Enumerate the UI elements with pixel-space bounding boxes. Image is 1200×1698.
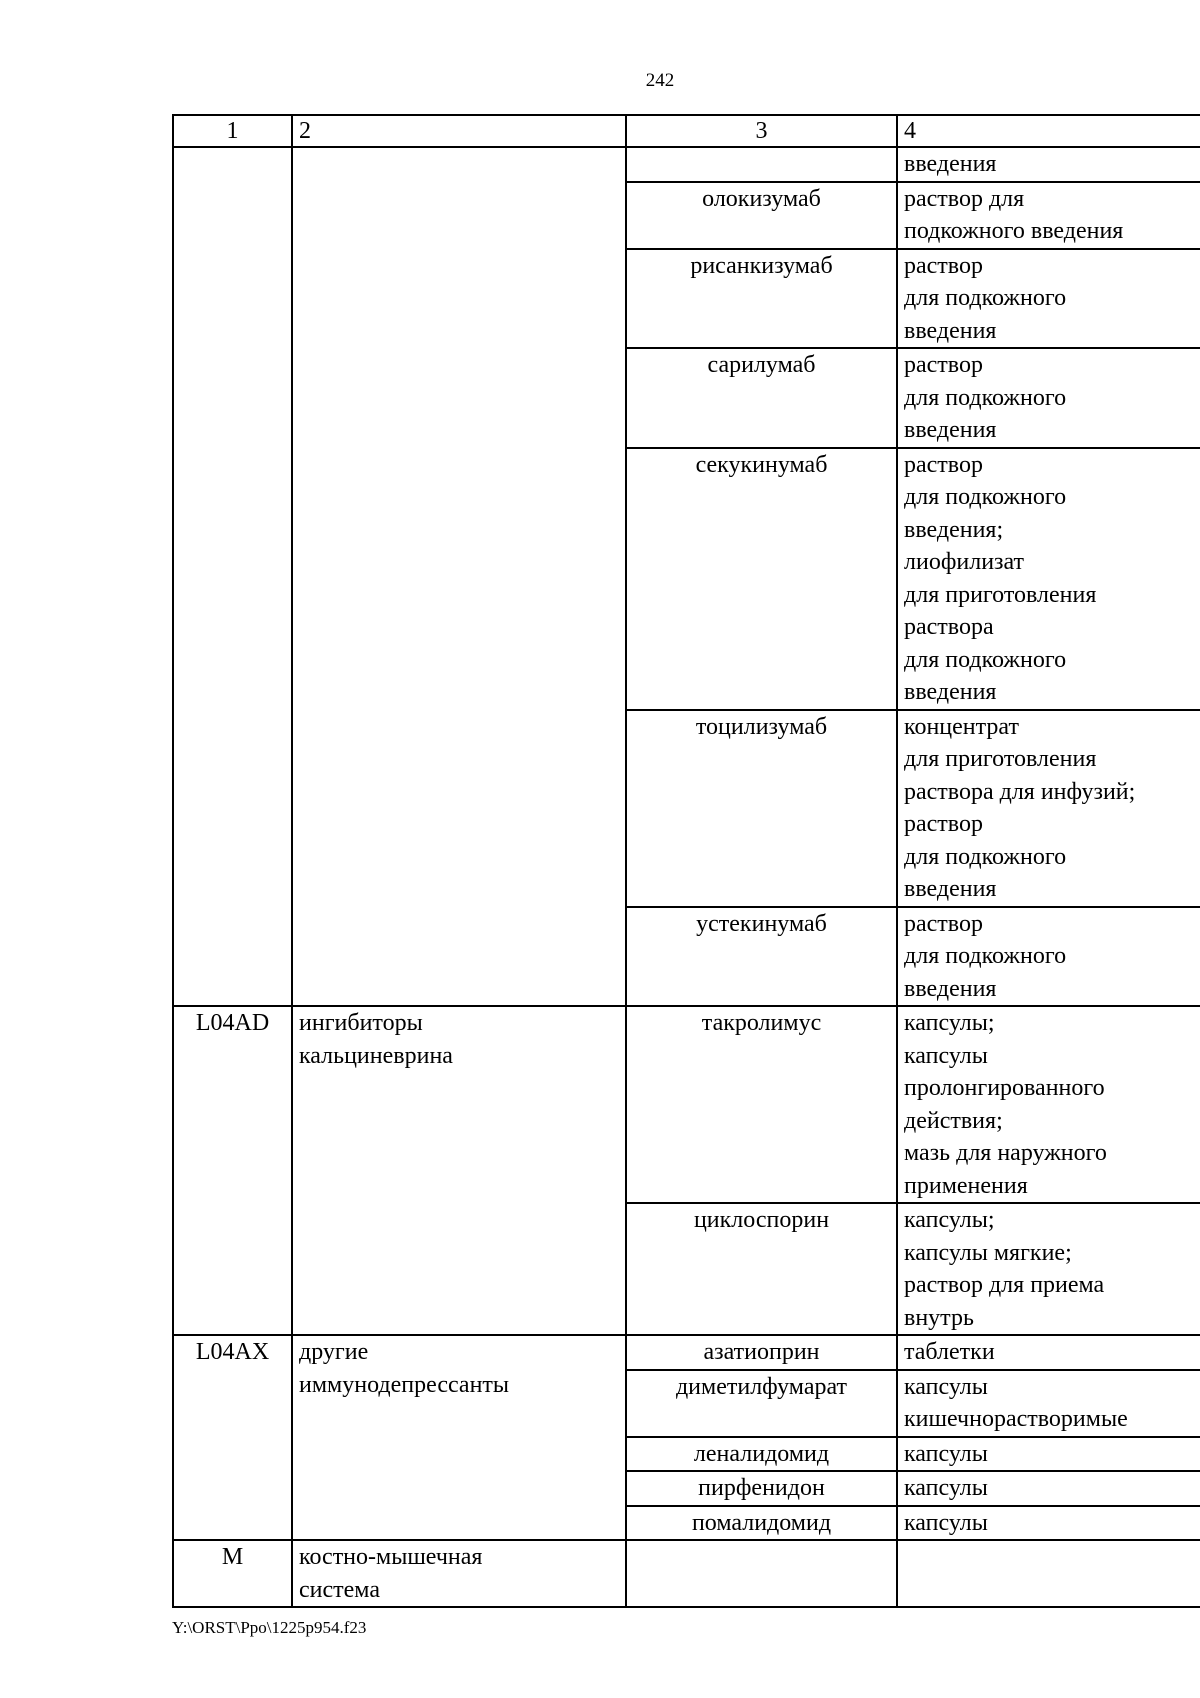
drug-name-cell: азатиоприн (626, 1335, 897, 1370)
dosage-form-cell: капсулы кишечнорастворимые (897, 1370, 1200, 1437)
dosage-form-cell: раствор для подкожного введения (897, 907, 1200, 1007)
drug-name-cell: тоцилизумаб (626, 710, 897, 907)
group-name-cell: ингибиторы кальциневрина (292, 1006, 626, 1335)
table-row (173, 1540, 1200, 1607)
page-number: 242 (645, 70, 675, 91)
group-name-cell (292, 147, 626, 1006)
drug-name-cell: устекинумаб (626, 907, 897, 1007)
group-name-cell: костно-мышечная система (292, 1540, 626, 1607)
column-header-4: 4 (897, 115, 1200, 147)
atc-code-cell: L04AD (173, 1006, 292, 1335)
table-row (173, 147, 1200, 182)
file-path-footer: Y:\ORST\Ppo\1225p954.f23 (172, 1618, 367, 1637)
atc-code-cell (173, 147, 292, 1006)
column-header-1: 1 (173, 115, 292, 147)
drug-name-cell: сарилумаб (626, 348, 897, 448)
dosage-form-cell: раствор для подкожного введения (897, 348, 1200, 448)
dosage-form-cell: капсулы; капсулы мягкие; раствор для приема внутрь (897, 1203, 1200, 1335)
dosage-form-cell: капсулы (897, 1471, 1200, 1506)
column-header-3: 3 (626, 115, 897, 147)
dosage-form-cell: таблетки (897, 1335, 1200, 1370)
drug-name-cell: помалидомид (626, 1506, 897, 1541)
dosage-form-cell: раствор для подкожного введения; лиофилизат для приготовления раствора для подкожного введения (897, 448, 1200, 710)
drug-name-cell: такролимус (626, 1006, 897, 1203)
drug-name-cell (626, 1540, 897, 1607)
dosage-form-cell: капсулы; капсулы пролонгированного действия; мазь для наружного применения (897, 1006, 1200, 1203)
dosage-form-cell: введения (897, 147, 1200, 182)
drug-name-cell: рисанкизумаб (626, 249, 897, 349)
dosage-form-cell: раствор для подкожного введения (897, 182, 1200, 249)
atc-code-cell: M (173, 1540, 292, 1607)
drug-name-cell (626, 147, 897, 182)
table-row (173, 1335, 1200, 1370)
drug-name-cell: секукинумаб (626, 448, 897, 710)
table-row (173, 1006, 1200, 1203)
dosage-form-cell: концентрат для приготовления раствора для инфузий; раствор для подкожного введения (897, 710, 1200, 907)
atc-code-cell: L04AX (173, 1335, 292, 1540)
dosage-form-cell (897, 1540, 1200, 1607)
drug-name-cell: леналидомид (626, 1437, 897, 1472)
group-name-cell: другие иммунодепрессанты (292, 1335, 626, 1540)
drug-name-cell: циклоспорин (626, 1203, 897, 1335)
table-header-row (173, 115, 1200, 147)
dosage-form-cell: капсулы (897, 1506, 1200, 1541)
dosage-form-cell: раствор для подкожного введения (897, 249, 1200, 349)
dosage-form-cell: капсулы (897, 1437, 1200, 1472)
drug-table (172, 114, 1200, 1608)
drug-name-cell: диметилфумарат (626, 1370, 897, 1437)
column-header-2: 2 (292, 115, 626, 147)
drug-name-cell: олокизумаб (626, 182, 897, 249)
drug-name-cell: пирфенидон (626, 1471, 897, 1506)
